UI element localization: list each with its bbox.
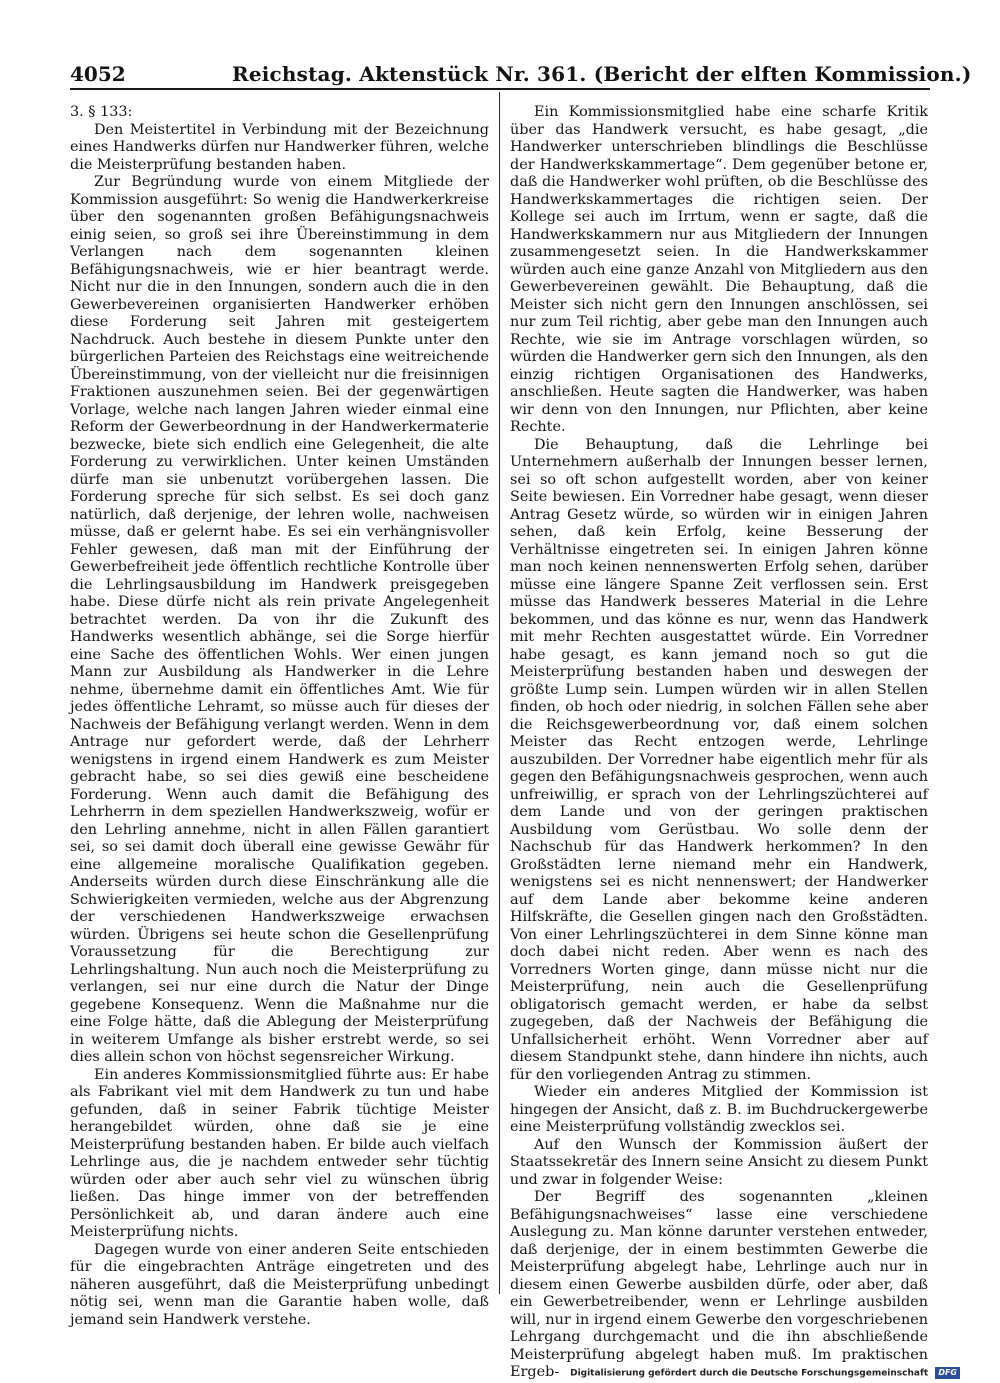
- dfg-logo: DFG: [935, 1367, 960, 1379]
- page-number: 4052: [70, 62, 126, 86]
- left-column: [70, 104, 489, 1329]
- header-rule: [70, 88, 930, 90]
- digitization-credit: [570, 1367, 960, 1381]
- paragraph: Ein Kommissionsmitglied habe eine scharfe Kritik über das Handwerk versucht, es habe gesagt, „die Handwerker unterschrieben blindlings die Beschlüsse der Handwerkskammertage“. Dem gegenüber betone er, daß die Handwerker wohl prüften, ob die Beschlüsse des Handwerkskammertages die richtigen seien. Der Kollege sei auch im Irrtum, wenn er sagte, daß die Handwerkskammern nur aus Mitgliedern der Innungen zusammengesetzt seien. In die Handwerkskammer würden auch eine ganze Anzahl von Mitgliedern aus den Gewerbevereinen gewählt. Die Behauptung, daß die Meister sich nicht gern den Innungen anschlössen, sei nur zum Teil richtig, aber gebe man den Innungen auch Rechte, wie sie im Antrage vorschlagen würden, so würden die Handwerker gern sich den Innungen, als den einzig richtigen Organisationen des Handwerks, anschließen. Heute sagten die Handwerker, was haben wir denn von den Innungen, nur Pflichten, aber keine Rechte.: [510, 104, 928, 435]
- section-quote: Den Meistertitel in Verbindung mit der Bezeichnung eines Handwerks dürfen nur Handwerker führen, welche die Meisterprüfung bestanden haben.: [70, 121, 489, 173]
- right-column: [510, 104, 928, 1382]
- column-divider: [499, 92, 500, 1294]
- footer-text: Digitalisierung gefördert durch die Deutsche Forschungsgemeinschaft: [570, 1368, 929, 1379]
- paragraph: Auf den Wunsch der Kommission äußert der Staatssekretär des Innern seine Ansicht zu diesem Punkt und zwar in folgender Weise:: [510, 1136, 928, 1188]
- section-label: 3. § 133:: [70, 104, 133, 120]
- paragraph: Wieder ein anderes Mitglied der Kommission ist hingegen der Ansicht, daß z. B. im Buchdruckergewerbe eine Meisterprüfung vollständig zwecklos sei.: [510, 1084, 928, 1135]
- running-head: [70, 62, 972, 88]
- header-title: Reichstag. Aktenstück Nr. 361. (Bericht der elften Kommission.): [232, 62, 972, 86]
- paragraph: Dagegen wurde von einer anderen Seite entschieden für die eingebrachten Anträge eingetreten und des näheren ausgeführt, daß die Meisterprüfung unbedingt nötig sei, wenn man die Garantie haben wolle, daß jemand sein Handwerk verstehe.: [70, 1241, 489, 1328]
- quoted-statement: Der Begriff des sogenannten „kleinen Befähigungsnachweises“ lasse eine verschiedene Auslegung zu. Man könne darunter verstehen entweder, daß derjenige, der in einem bestimmten Gewerbe die Meisterprüfung abgelegt habe, Lehrlinge auch nur in diesem einen Gewerbe ausbilden dürfe, oder aber, daß ein Gewerbetreibender, wenn er Lehrlinge ausbilden will, nur in irgend einem Gewerbe den vorgeschriebenen Lehrgang durchgemacht und die ihn abschließende Meisterprüfung abgelegt haben muß. Im praktischen Ergeb-: [510, 1189, 928, 1380]
- paragraph: Zur Begründung wurde von einem Mitgliede der Kommission ausgeführt: So wenig die Handwerkerkreise über den sogenannten großen Befähigungsnachweis einig seien, so groß sei ihre Übereinstimmung in dem Verlangen nach dem sogenannten kleinen Befähigungsnachweis, wie er hier beantragt werde. Nicht nur die in den Innungen, sondern auch die in den Gewerbevereinen organisierten Handwerker erhöben diese Forderung seit Jahren mit gesteigertem Nachdruck. Auch bestehe in diesem Punkte unter den bürgerlichen Parteien des Reichstags eine weitreichende Übereinstimmung, von der vielleicht nur die freisinnigen Fraktionen auszunehmen seien. Bei der gegenwärtigen Vorlage, welche nach langen Jahren wieder einmal eine Reform der Gewerbeordnung in der Handwerkermaterie bezwecke, biete sich endlich eine Gelegenheit, die alte Forderung zu verwirklichen. Unter keinen Umständen dürfe man sie unbenutzt vorübergehen lassen. Die Forderung spreche für sich selbst. Es sei doch ganz natürlich, daß derjenige, der lehren wolle, nachweisen müsse, daß er gelernt habe. Es sei ein verhängnisvoller Fehler gewesen, daß man mit der Einführung der Gewerbefreiheit jede öffentlich rechtliche Kontrolle über die Lehrlingsausbildung im Handwerk preisgegeben habe. Diese dürfe nicht als rein private Angelegenheit betrachtet werden. Da von ihr die Zukunft des Handwerks wesentlich abhänge, sei die Sorge hierfür eine Sache des öffentlichen Wohls. Wer einen jungen Mann zur Ausbildung als Handwerker in die Lehre nehme, übernehme damit ein öffentliches Amt. Wie für jedes öffentliche Lehramt, so müsse auch für dieses der Nachweis der Befähigung verlangt werden. Wenn in dem Antrage nur gefordert werde, daß der Lehrherr wenigstens in irgend einem Handwerk es zum Meister gebracht habe, so sei dies gewiß eine bescheidene Forderung. Wenn auch damit die Befähigung des Lehrherrn in dem speziellen Handwerkszweig, wofür er den Lehrling annehme, nicht in allen Fällen garantiert sei, so sei damit doch überall eine gewisse Gewähr für eine allgemeine moralische Qualifikation gegeben. Anderseits würden durch diese Einschränkung alle die Schwierigkeiten vermieden, welche aus der Abgrenzung der verschiedenen Handwerkszweige erwachsen würden. Übrigens sei heute schon die Gesellenprüfung Voraussetzung für die Berechtigung zur Lehrlingshaltung. Nun auch noch die Meisterprüfung zu verlangen, sei nur eine durch die Natur der Dinge gegebene Konsequenz. Wenn die Maßnahme nur die eine Folge hätte, daß die Ablegung der Meisterprüfung in weiterem Umfange als bisher erstrebt werde, so sei dies allein schon von höchst segensreicher Wirkung.: [70, 174, 489, 1065]
- paragraph: Ein anderes Kommissionsmitglied führte aus: Er habe als Fabrikant viel mit dem Handwerk zu tun und habe gefunden, daß in seiner Fabrik tüchtige Meister herangebildet würden, ohne daß sie je eine Meisterprüfung bestanden haben. Er bilde auch vielfach Lehrlinge aus, die je nachdem entweder sehr tüchtig würden oder aber auch sehr viel zu wünschen übrig ließen. Das hinge immer von der betreffenden Persönlichkeit ab, und daran ändere auch eine Meisterprüfung nichts.: [70, 1066, 489, 1240]
- paragraph: Die Behauptung, daß die Lehrlinge bei Unternehmern außerhalb der Innungen besser lernen, sei so oft schon aufgestellt worden, aber von keiner Seite bewiesen. Ein Vorredner habe gesagt, wenn dieser Antrag Gesetz würde, so würden wir in einigen Jahren sehen, daß kein Erfolg, keine Besserung der Verhältnisse eingetreten sei. In einigen Jahren könne man noch keinen nennenswerten Erfolg sehen, darüber müsse eine längere Spanne Zeit verflossen sein. Erst müsse das Handwerk besseres Material in die Lehre bekommen, und das könne es nur, wenn das Handwerk mit mehr Rechten ausgestattet würde. Ein Vorredner habe gesagt, es kann jemand noch so gut die Meisterprüfung bestanden haben und deswegen der größte Lump sein. Lumpen würden wir in allen Stellen finden, ob hoch oder niedrig, in solchen Fällen sehe aber die Reichsgewerbeordnung vor, daß einem solchen Meister das Recht entzogen werde, Lehrlinge auszubilden. Der Vorredner habe eigentlich mehr für als gegen den Befähigungsnachweis gesprochen, wenn auch unfreiwillig, er sprach von der Lehrlingszüchterei auf dem Lande und von der geringen praktischen Ausbildung vom Gerüstbau. Wo solle denn der Nachschub für das Handwerk herkommen? In den Großstädten lerne niemand mehr ein Handwerk, wenigstens sei es nicht nennenswert; der Handwerker auf dem Lande aber bekomme keine anderen Hilfskräfte, die Gesellen gingen nach den Großstädten. Von einer Lehrlingszüchterei in dem Sinne könne man doch dabei nicht reden. Aber wenn es nach des Vorredners Worten ginge, dann müsse nicht nur die Meisterprüfung, nein auch die Gesellenprüfung obligatorisch gemacht werden, er habe da selbst zugegeben, daß der Nachweis der Befähigung die Unfallsicherheit erhöht. Wenn Vorredner aber auf diesem Standpunkt stehe, dann hindere ihn nichts, auch für den vorliegenden Antrag zu stimmen.: [510, 436, 928, 1083]
